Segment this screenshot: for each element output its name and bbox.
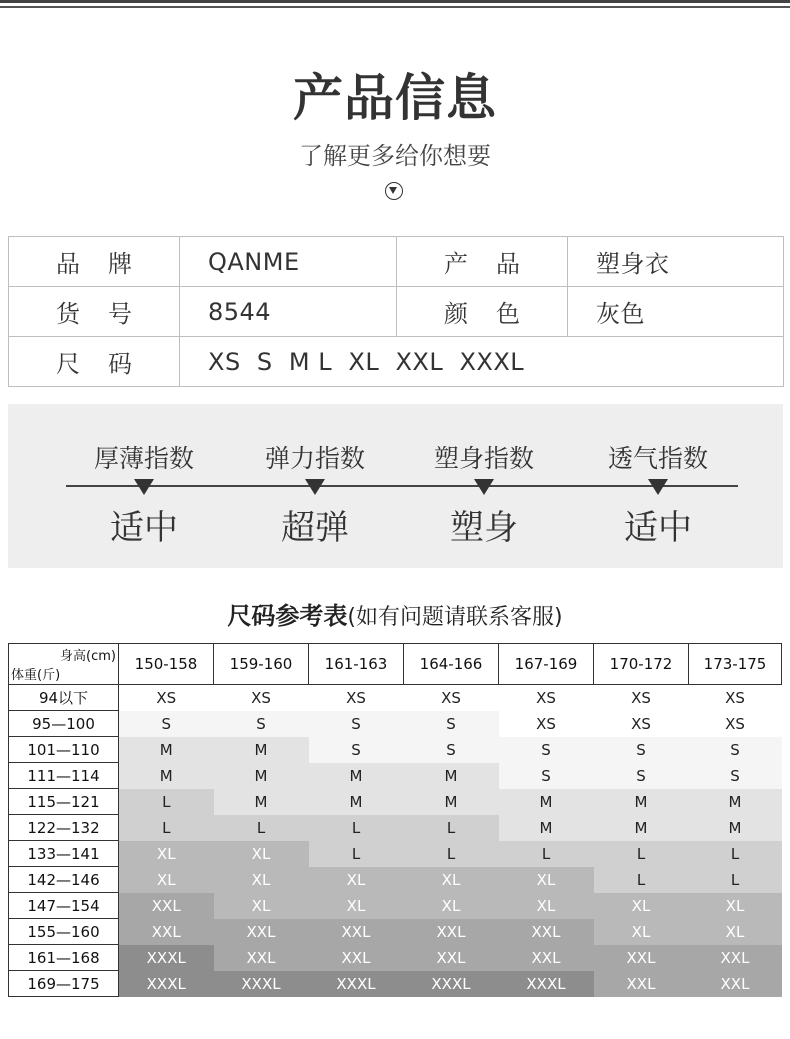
size-cell: XXL: [594, 971, 689, 997]
weight-range: 115—121: [9, 789, 119, 815]
size-cell: S: [309, 737, 404, 763]
height-header: 身高(cm): [60, 649, 116, 664]
index-name: 透气指数: [607, 444, 708, 473]
fabric-indices-panel: [8, 404, 783, 568]
triangle-down-icon: [134, 479, 154, 495]
size-cell: L: [119, 789, 214, 815]
size-cell: XXL: [119, 893, 214, 919]
weight-range: 122—132: [9, 815, 119, 841]
height-range-header: 159-160: [214, 644, 309, 685]
size-cell: M: [404, 763, 499, 789]
size-cell: M: [594, 815, 689, 841]
weight-range: 142—146: [9, 867, 119, 893]
size-cell: XS: [499, 685, 594, 711]
index-value: 塑身: [450, 508, 518, 548]
brand-value: QANME: [180, 237, 397, 287]
size-cell: L: [404, 841, 499, 867]
top-rule: [0, 0, 790, 3]
size-cell: XXXL: [404, 971, 499, 997]
index-name: 厚薄指数: [93, 444, 194, 473]
index-value: 超弹: [281, 508, 349, 548]
size-cell: S: [499, 737, 594, 763]
size-cell: XXL: [119, 919, 214, 945]
weight-range: 161—168: [9, 945, 119, 971]
size-cell: XS: [689, 711, 782, 737]
size-cell: M: [309, 763, 404, 789]
size-chart-header-row: [9, 644, 782, 685]
index-name: 塑身指数: [433, 444, 534, 473]
indices-axis-line: [66, 485, 738, 487]
size-cell: M: [214, 763, 309, 789]
size-cell: M: [499, 789, 594, 815]
chevron-down-circle-icon: [385, 182, 403, 200]
triangle-down-icon: [305, 479, 325, 495]
size-cell: XS: [404, 685, 499, 711]
size-cell: XXL: [404, 945, 499, 971]
size-cell: XS: [214, 685, 309, 711]
size-cell: XXL: [214, 945, 309, 971]
size-cell: XXL: [404, 919, 499, 945]
size-value: XS S M L XL XXL XXXL: [180, 337, 784, 387]
size-chart-row: [9, 763, 782, 789]
triangle-down-icon: [474, 479, 494, 495]
weight-range: 95—100: [9, 711, 119, 737]
weight-range: 169—175: [9, 971, 119, 997]
size-chart-row: [9, 971, 782, 997]
size-cell: M: [594, 789, 689, 815]
size-cell: L: [214, 815, 309, 841]
info-row-brand: [9, 237, 784, 287]
size-chart-row: [9, 815, 782, 841]
item-no-label: 货号: [9, 287, 180, 337]
top-rule-thin: [0, 6, 790, 8]
size-cell: M: [214, 789, 309, 815]
size-cell: XL: [404, 867, 499, 893]
size-cell: XS: [594, 685, 689, 711]
size-cell: XS: [309, 685, 404, 711]
size-cell: S: [499, 763, 594, 789]
size-cell: L: [594, 841, 689, 867]
size-cell: S: [689, 737, 782, 763]
size-chart-row: [9, 711, 782, 737]
size-chart-table: [8, 643, 782, 997]
size-chart-row: [9, 867, 782, 893]
size-chart-row: [9, 893, 782, 919]
size-cell: XXXL: [309, 971, 404, 997]
weight-range: 147—154: [9, 893, 119, 919]
size-cell: XXL: [309, 945, 404, 971]
size-cell: XXL: [309, 919, 404, 945]
size-cell: XL: [594, 893, 689, 919]
size-cell: L: [689, 841, 782, 867]
size-cell: XL: [309, 893, 404, 919]
height-range-header: 150-158: [119, 644, 214, 685]
size-cell: L: [119, 815, 214, 841]
size-cell: L: [309, 841, 404, 867]
size-cell: XXL: [499, 945, 594, 971]
color-value: 灰色: [568, 287, 784, 337]
size-chart-row: [9, 841, 782, 867]
size-cell: L: [689, 867, 782, 893]
size-cell: XL: [214, 893, 309, 919]
size-chart-note: (如有问题请联系客服): [347, 605, 563, 630]
size-cell: L: [404, 815, 499, 841]
size-cell: XL: [689, 893, 782, 919]
size-cell: M: [689, 789, 782, 815]
index-value: 适中: [110, 508, 178, 548]
size-cell: S: [404, 737, 499, 763]
size-cell: XL: [404, 893, 499, 919]
size-cell: XL: [309, 867, 404, 893]
size-cell: XL: [214, 867, 309, 893]
size-cell: XXL: [594, 945, 689, 971]
size-cell: XS: [689, 685, 782, 711]
size-label: 尺码: [9, 337, 180, 387]
size-chart-row: [9, 789, 782, 815]
info-row-size: [9, 337, 784, 387]
size-cell: XS: [119, 685, 214, 711]
size-cell: XXL: [689, 971, 782, 997]
height-range-header: 161-163: [309, 644, 404, 685]
size-cell: XXL: [214, 919, 309, 945]
size-cell: XS: [499, 711, 594, 737]
size-cell: XL: [499, 867, 594, 893]
size-cell: S: [594, 737, 689, 763]
height-range-header: 164-166: [404, 644, 499, 685]
size-cell: M: [214, 737, 309, 763]
size-cell: L: [309, 815, 404, 841]
size-cell: XL: [594, 919, 689, 945]
size-cell: XL: [214, 841, 309, 867]
size-cell: XS: [594, 711, 689, 737]
size-cell: M: [119, 737, 214, 763]
product-value: 塑身衣: [568, 237, 784, 287]
weight-range: 111—114: [9, 763, 119, 789]
size-cell: XL: [499, 893, 594, 919]
size-cell: M: [499, 815, 594, 841]
height-range-header: 173-175: [689, 644, 782, 685]
size-cell: XXL: [689, 945, 782, 971]
page-title: 产品信息: [293, 69, 497, 127]
color-label: 颜色: [397, 287, 568, 337]
size-cell: XL: [119, 867, 214, 893]
index-value: 适中: [624, 508, 692, 548]
triangle-down-icon: [648, 479, 668, 495]
product-label: 产品: [397, 237, 568, 287]
size-cell: S: [309, 711, 404, 737]
size-cell: M: [119, 763, 214, 789]
size-cell: S: [689, 763, 782, 789]
index-name: 弹力指数: [264, 444, 365, 473]
size-chart-row: [9, 919, 782, 945]
brand-label: 品牌: [9, 237, 180, 287]
size-chart-row: [9, 685, 782, 711]
weight-header: 体重(斤): [11, 668, 61, 683]
weight-range: 101—110: [9, 737, 119, 763]
size-chart-title: [0, 596, 790, 631]
size-chart-corner: [9, 644, 119, 685]
size-cell: M: [404, 789, 499, 815]
size-cell: XXXL: [214, 971, 309, 997]
weight-range: 94以下: [9, 685, 119, 711]
height-range-header: 167-169: [499, 644, 594, 685]
size-chart-row: [9, 737, 782, 763]
size-cell: S: [119, 711, 214, 737]
size-cell: M: [689, 815, 782, 841]
size-cell: XXXL: [119, 971, 214, 997]
size-cell: L: [594, 867, 689, 893]
weight-range: 155—160: [9, 919, 119, 945]
size-cell: M: [309, 789, 404, 815]
size-cell: XL: [689, 919, 782, 945]
size-cell: S: [214, 711, 309, 737]
info-row-item: [9, 287, 784, 337]
size-cell: XXXL: [119, 945, 214, 971]
weight-range: 133—141: [9, 841, 119, 867]
height-range-header: 170-172: [594, 644, 689, 685]
size-cell: XXL: [499, 919, 594, 945]
page-subtitle: 了解更多给你想要: [299, 142, 491, 170]
size-cell: L: [499, 841, 594, 867]
size-chart-row: [9, 945, 782, 971]
size-chart-heading: 尺码参考表: [227, 602, 348, 630]
size-cell: XXXL: [499, 971, 594, 997]
size-cell: S: [594, 763, 689, 789]
size-cell: XL: [119, 841, 214, 867]
product-info-table: [8, 236, 784, 387]
size-cell: S: [404, 711, 499, 737]
item-no-value: 8544: [180, 287, 397, 337]
